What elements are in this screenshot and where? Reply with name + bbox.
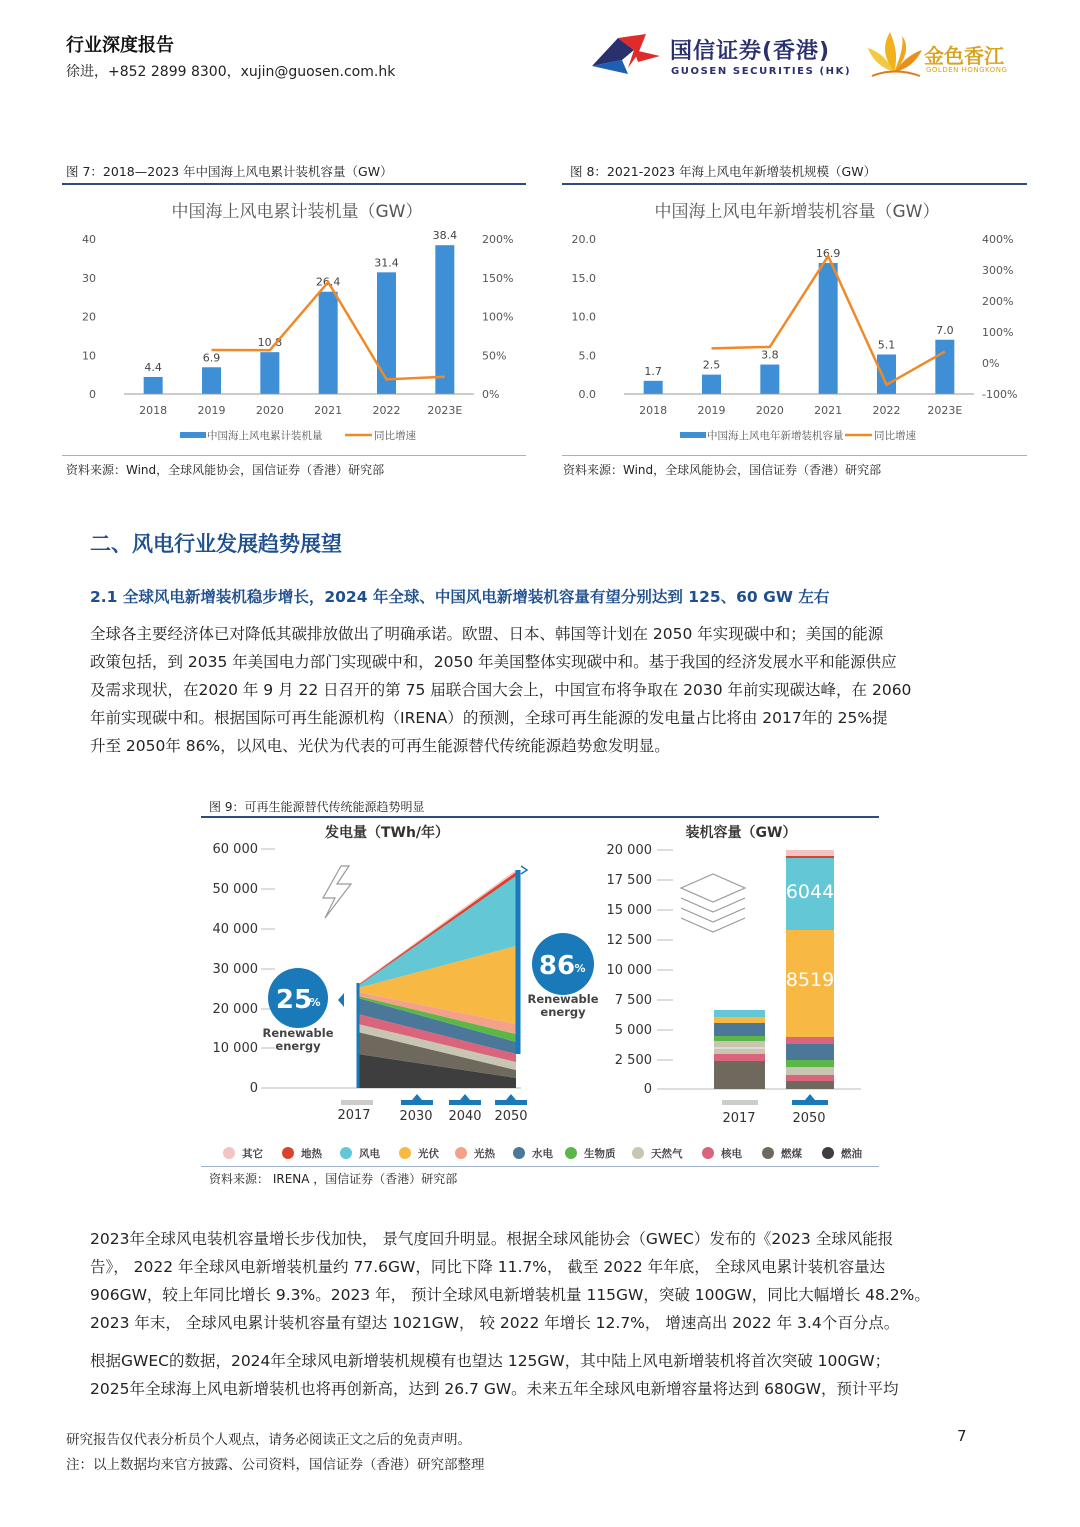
paragraph-line: 根据GWEC的数据，2024年全球风电新增装机规模有也望达 125GW，其中陆上风电新增装机将首次突破 100GW；: [90, 1352, 891, 1370]
right-ytick: 20 000: [606, 843, 652, 858]
fig7-source: 资料来源：Wind，全球风能协会，国信证券（香港）研究部: [66, 463, 385, 477]
bar: [319, 292, 338, 394]
paragraph-1: [90, 620, 935, 760]
left-axis-tick: 10: [82, 349, 96, 363]
renewable-label: Renewable: [262, 1026, 334, 1040]
paragraph-line: 年前实现碳中和。根据国际可再生能源机构（IRENA）的预测，全球可再生能源的发电量占比将由 2017年的 25%提: [90, 709, 888, 727]
bar: [644, 381, 663, 394]
bar-value-label: 1.7: [644, 364, 662, 378]
paragraph-2: [90, 1225, 935, 1337]
left-ytick: 40 000: [212, 922, 258, 937]
legend-label: 同比增速: [874, 430, 916, 442]
generation-area-chart: [358, 870, 516, 1088]
legend-label: 生物质: [584, 1148, 616, 1160]
guosen-logo-icon: [588, 32, 668, 78]
right-axis-tick: 0%: [482, 388, 500, 401]
paragraph-3: [90, 1347, 935, 1403]
fig8-bottom-rule: [562, 455, 1027, 456]
legend-swatch-bar: [180, 432, 206, 438]
fig9-source: 资料来源： IRENA ，国信证券（香港）研究部: [209, 1172, 458, 1186]
legend-label: 光热: [474, 1148, 495, 1160]
right-axis-tick: 200%: [482, 233, 514, 246]
golden-hk-logo-en: GOLDEN HONGKONG: [926, 66, 1008, 74]
left-ytick: 20 000: [212, 1002, 258, 1017]
left-xtick: 2030: [399, 1109, 433, 1124]
fig7-bottom-rule: [62, 455, 526, 456]
guosen-logo-cn: 国信证券(香港): [670, 39, 831, 64]
bar-value-label: 10.8: [257, 336, 283, 350]
category-label: 2020: [755, 404, 784, 417]
left-ytick: 50 000: [212, 882, 258, 897]
right-axis-tick: 50%: [482, 349, 507, 363]
right-axis-tick: 0%: [982, 357, 1000, 370]
legend-dot: [632, 1147, 644, 1159]
left-axis-tick: 40: [82, 233, 96, 246]
fig8-source: 资料来源：Wind，全球风能协会，国信证券（香港）研究部: [563, 463, 882, 477]
category-label: 2020: [255, 404, 284, 417]
bar: [202, 367, 221, 394]
right-ytick: 5 000: [614, 1023, 652, 1038]
category-label: 2023E: [927, 404, 963, 417]
right-ytick: 10 000: [606, 963, 652, 978]
bar: [377, 272, 396, 394]
left-ytick: 0: [249, 1081, 258, 1096]
section-heading: 二、风电行业发展趋势展望: [90, 532, 342, 556]
golden-hk-logo-cn: 金色香江: [924, 44, 1004, 68]
right-axis-tick: 100%: [982, 326, 1014, 339]
left-axis-tick: 30: [82, 271, 96, 285]
legend-dot: [513, 1147, 525, 1159]
right-ytick: 2 500: [614, 1053, 652, 1068]
solar-capacity-label: 8519: [785, 969, 835, 991]
legend-label: 天然气: [651, 1148, 683, 1160]
left-axis-tick: 20: [82, 310, 96, 324]
right-ytick: 15 000: [606, 903, 652, 918]
fig9-infographic: [201, 818, 879, 1166]
paragraph-line: 升至 2050年 86%，以风电、光伏为代表的可再生能源替代传统能源趋势愈发明显。: [90, 737, 670, 755]
left-axis-tick: 0.0: [578, 388, 596, 401]
legend-label: 光伏: [418, 1148, 439, 1160]
paragraph-line: 2023年全球风电装机容量增长步伐加快， 景气度回升明显。根据全球风能协会（GWEC）发布的《2023 全球风能报: [90, 1230, 894, 1248]
legend-dot: [340, 1147, 352, 1159]
wind-capacity-label: 6044: [785, 881, 835, 903]
legend-label: 核电: [721, 1148, 742, 1160]
bar: [760, 365, 779, 394]
left-xtick: 2017: [337, 1108, 371, 1123]
paragraph-line: 2025年全球海上风电新增装机也将再创新高，达到 26.7 GW。未来五年全球风电新增容量将达到 680GW，预计平均: [90, 1380, 899, 1398]
legend-label: 中国海上风电累计装机量: [207, 430, 323, 442]
subsection-heading: 2.1 全球风电新增装机稳步增长，2024 年全球、中国风电新增装机容量有望分别达到 125、60 GW 左右: [90, 588, 830, 606]
category-label: 2021: [814, 404, 843, 417]
right-axis-tick: 100%: [482, 310, 514, 324]
right-ytick: 0: [643, 1082, 652, 1097]
left-ytick: 30 000: [212, 962, 258, 977]
pct-2017-value: 25: [275, 985, 313, 1015]
legend-dot: [565, 1147, 577, 1159]
analyst-contact: 徐进，+852 2899 8300，xujin@guosen.com.hk: [66, 64, 396, 80]
bar-value-label: 2.5: [702, 358, 721, 372]
fig7-top-rule: [62, 183, 526, 185]
energy-label: energy: [275, 1039, 321, 1053]
category-label: 2018: [639, 404, 668, 417]
legend-label: 燃煤: [781, 1148, 802, 1160]
lightning-icon: [323, 866, 351, 918]
category-label: 2022: [872, 404, 901, 417]
category-label: 2019: [697, 404, 726, 417]
bar-value-label: 5.1: [877, 338, 896, 352]
legend-dot: [702, 1147, 714, 1159]
right-axis-tick: 400%: [982, 233, 1014, 246]
paragraph-line: 906GW，较上年同比增长 9.3%。2023 年， 预计全球风电新增装机量 115GW，突破 100GW，同比大幅增长 48.2%。: [90, 1286, 930, 1304]
fig8-caption: 图 8：2021-2023 年海上风电年新增装机规模（GW）: [570, 164, 877, 179]
legend-dot: [399, 1147, 411, 1159]
legend-label: 风电: [359, 1148, 380, 1160]
left-xtick: 2040: [448, 1109, 482, 1124]
fig9-bottom-rule: [201, 1166, 879, 1167]
bar-value-label: 7.0: [936, 323, 954, 337]
legend-dot: [762, 1147, 774, 1159]
report-type-title: 行业深度报告: [66, 35, 174, 56]
capacity-bar-2017: [714, 1010, 765, 1089]
paragraph-line: 告》， 2022 年全球风电新增装机量约 77.6GW，同比下降 11.7%， 截至 2022 年年底， 全球风电累计装机容量达: [90, 1258, 886, 1276]
disclaimer-note: 研究报告仅代表分析员个人观点，请务必阅读正文之后的免责声明。: [66, 1432, 471, 1448]
page-number: 7: [957, 1427, 967, 1445]
right-axis-tick: 300%: [982, 264, 1014, 277]
legend-dot: [455, 1147, 467, 1159]
fig9-right-title: 装机容量（GW）: [685, 825, 797, 841]
left-axis-tick: 15.0: [571, 271, 596, 285]
bar-value-label: 38.4: [432, 229, 458, 243]
left-axis-tick: 20.0: [571, 233, 596, 246]
golden-hk-logo-icon: [866, 28, 924, 82]
right-xtick: 2017: [722, 1111, 756, 1126]
legend-swatch-bar: [680, 432, 706, 438]
legend-label: 地热: [301, 1148, 322, 1160]
right-ytick: 7 500: [614, 993, 652, 1008]
left-ytick: 10 000: [212, 1041, 258, 1056]
left-ytick: 60 000: [212, 842, 258, 857]
bar-value-label: 4.4: [144, 360, 162, 374]
category-label: 2021: [314, 404, 343, 417]
paragraph-line: 政策包括，到 2035 年美国电力部门实现碳中和，2050 年美国整体实现碳中和。基于我国的经济发展水平和能源供应: [90, 653, 897, 671]
paragraph-line: 全球各主要经济体已对降低其碳排放做出了明确承诺。欧盟、日本、韩国等计划在 2050 年实现碳中和；美国的能源: [90, 625, 884, 643]
fig8-top-rule: [562, 183, 1027, 185]
energy-label: energy: [540, 1005, 586, 1019]
bar-value-label: 31.4: [374, 256, 399, 270]
left-axis-tick: 5.0: [578, 349, 596, 363]
right-axis-tick: -100%: [982, 388, 1018, 401]
right-axis-tick: 150%: [482, 271, 514, 285]
bar: [435, 245, 454, 394]
fig7-chart: [62, 188, 526, 450]
bar: [702, 375, 721, 394]
right-axis-tick: 200%: [982, 295, 1014, 308]
data-source-note: 注：以上数据均来官方披露、公司资料，国信证券（香港）研究部整理: [66, 1457, 485, 1473]
pct-2050-sign: %: [574, 962, 586, 975]
fig8-chart: [562, 188, 1027, 450]
bar: [144, 377, 163, 394]
chart-title: 中国海上风电累计装机量（GW）: [171, 202, 423, 222]
left-axis-tick: 0: [89, 388, 96, 401]
bar: [935, 340, 954, 394]
chart-title: 中国海上风电年新增装机容量（GW）: [654, 202, 940, 222]
category-label: 2019: [197, 404, 226, 417]
legend-dot: [822, 1147, 834, 1159]
bar: [260, 352, 279, 394]
left-xtick: 2050: [494, 1109, 528, 1124]
pct-2017-sign: %: [309, 996, 321, 1009]
legend-label: 其它: [242, 1148, 263, 1160]
category-label: 2018: [139, 404, 168, 417]
right-ytick: 12 500: [606, 933, 652, 948]
right-ytick: 17 500: [606, 873, 652, 888]
fig7-caption: 图 7：2018—2023 年中国海上风电累计装机容量（GW）: [66, 164, 393, 179]
legend-label: 同比增速: [374, 430, 416, 442]
bar-value-label: 16.9: [815, 247, 841, 261]
fig9-left-title: 发电量（TWh/年）: [324, 825, 450, 841]
bar-value-label: 26.4: [315, 275, 341, 289]
renewable-label: Renewable: [527, 992, 599, 1006]
paragraph-line: 及需求现状，在2020 年 9 月 22 日召开的第 75 届联合国大会上，中国宣布将争取在 2030 年前实现碳达峰，在 2060: [90, 681, 912, 699]
bar-value-label: 6.9: [202, 351, 221, 365]
legend-dot: [282, 1147, 294, 1159]
category-label: 2023E: [427, 404, 463, 417]
pct-2050-value: 86: [538, 951, 576, 981]
bar: [877, 354, 896, 394]
paragraph-line: 2023 年末， 全球风电累计装机容量有望达 1021GW， 较 2022 年增长 12.7%， 增速高出 2022 年 3.4个百分点。: [90, 1314, 900, 1332]
fig9-caption: 图 9：可再生能源替代传统能源趋势明显: [209, 800, 425, 814]
legend-label: 水电: [532, 1148, 553, 1160]
category-label: 2022: [372, 404, 401, 417]
legend-label: 燃油: [841, 1148, 862, 1160]
legend-label: 中国海上风电年新增装机容量: [707, 430, 844, 442]
right-xtick: 2050: [792, 1111, 826, 1126]
legend-dot: [223, 1147, 235, 1159]
layers-icon: [681, 874, 745, 932]
fig9-legend: [223, 1147, 862, 1160]
bar-value-label: 3.8: [761, 348, 779, 362]
bar: [819, 263, 838, 394]
guosen-logo-en: GUOSEN SECURITIES (HK): [671, 66, 852, 77]
left-axis-tick: 10.0: [571, 310, 596, 324]
